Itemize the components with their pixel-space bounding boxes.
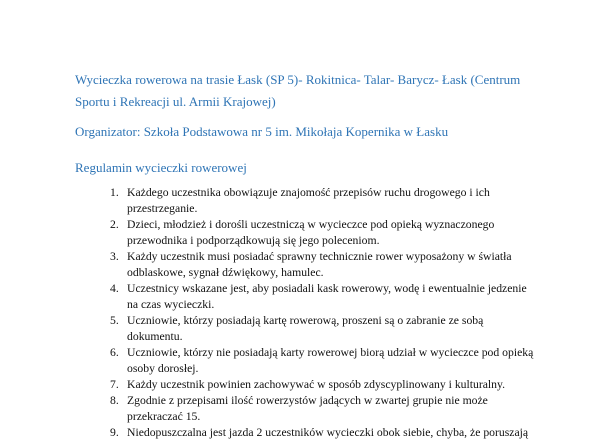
rule-number: 1.	[110, 186, 119, 199]
rule-text	[121, 281, 537, 313]
rule-item	[0, 393, 600, 425]
rule-number: 2.	[110, 218, 119, 231]
title-line-1: Wycieczka rowerowa na trasie Łask (SP 5)- Rokitnica- Talar- Barycz- Łask (Centrum	[75, 72, 521, 87]
rule-item	[0, 249, 600, 281]
document-title	[75, 69, 575, 113]
rule-item	[0, 425, 600, 441]
rule-line: Uczestnicy wskazane jest, aby posiadali kask rowerowy, wodę i ewentualnie jedzenie	[127, 282, 527, 295]
rule-line: Zgodnie z przepisami ilość rowerzystów jadących w zwartej grupie nie może	[127, 394, 488, 407]
rule-text	[121, 393, 537, 425]
rule-line: Każdego uczestnika obowiązuje znajomość przepisów ruchu drogowego i ich	[127, 186, 490, 199]
rule-line: przekraczać 15.	[127, 410, 201, 423]
organizer-line: Organizator: Szkoła Podstawowa nr 5 im. Mikołaja Kopernika w Łasku	[75, 124, 449, 139]
rule-text	[121, 249, 537, 281]
rule-item	[0, 185, 600, 217]
rules-list	[0, 185, 600, 441]
rule-number: 7.	[110, 378, 119, 391]
rule-number: 6.	[110, 346, 119, 359]
rule-number: 5.	[110, 314, 119, 327]
rule-text	[121, 185, 537, 217]
rule-line: Każdy uczestnik musi posiadać sprawny technicznie rower wyposażony w światła	[127, 250, 512, 263]
rule-item	[0, 313, 600, 345]
rule-text	[121, 217, 537, 249]
title-line-2: Sportu i Rekreacji ul. Armii Krajowej)	[75, 94, 276, 109]
rule-number: 4.	[110, 282, 119, 295]
rule-line: Niedopuszczalna jest jazda 2 uczestników wycieczki obok siebie, chyba, że poruszają	[127, 426, 529, 439]
rule-number: 9.	[110, 426, 119, 439]
rules-heading: Regulamin wycieczki rowerowej	[75, 160, 247, 175]
rule-item	[0, 217, 600, 249]
rule-line: Dzieci, młodzież i dorośli uczestniczą w wycieczce pod opieką wyznaczonego	[127, 218, 495, 231]
rule-line: Każdy uczestnik powinien zachowywać w sposób zdyscyplinowany i kulturalny.	[127, 378, 506, 391]
rule-item	[0, 345, 600, 377]
rule-number: 8.	[110, 394, 119, 407]
rule-number: 3.	[110, 250, 119, 263]
rule-line: osoby dorosłej.	[127, 362, 199, 375]
rule-line: Uczniowie, którzy posiadają kartę rowerową, proszeni są o zabranie ze sobą	[127, 314, 484, 327]
rule-text	[121, 377, 537, 393]
rule-line: przewodnika i podporządkowują się jego poleceniom.	[127, 234, 380, 247]
rule-line: odblaskowe, sygnał dźwiękowy, hamulec.	[127, 266, 324, 279]
rule-line: dokumentu.	[127, 330, 183, 343]
rule-item	[0, 281, 600, 313]
rule-text	[121, 425, 537, 441]
rule-item	[0, 377, 600, 393]
rule-line: na czas wycieczki.	[127, 298, 215, 311]
rule-line: przestrzeganie.	[127, 202, 198, 215]
rule-text	[121, 313, 537, 345]
rule-text	[121, 345, 537, 377]
rule-line: Uczniowie, którzy nie posiadają karty rowerowej biorą udział w wycieczce pod opieką	[127, 346, 534, 359]
